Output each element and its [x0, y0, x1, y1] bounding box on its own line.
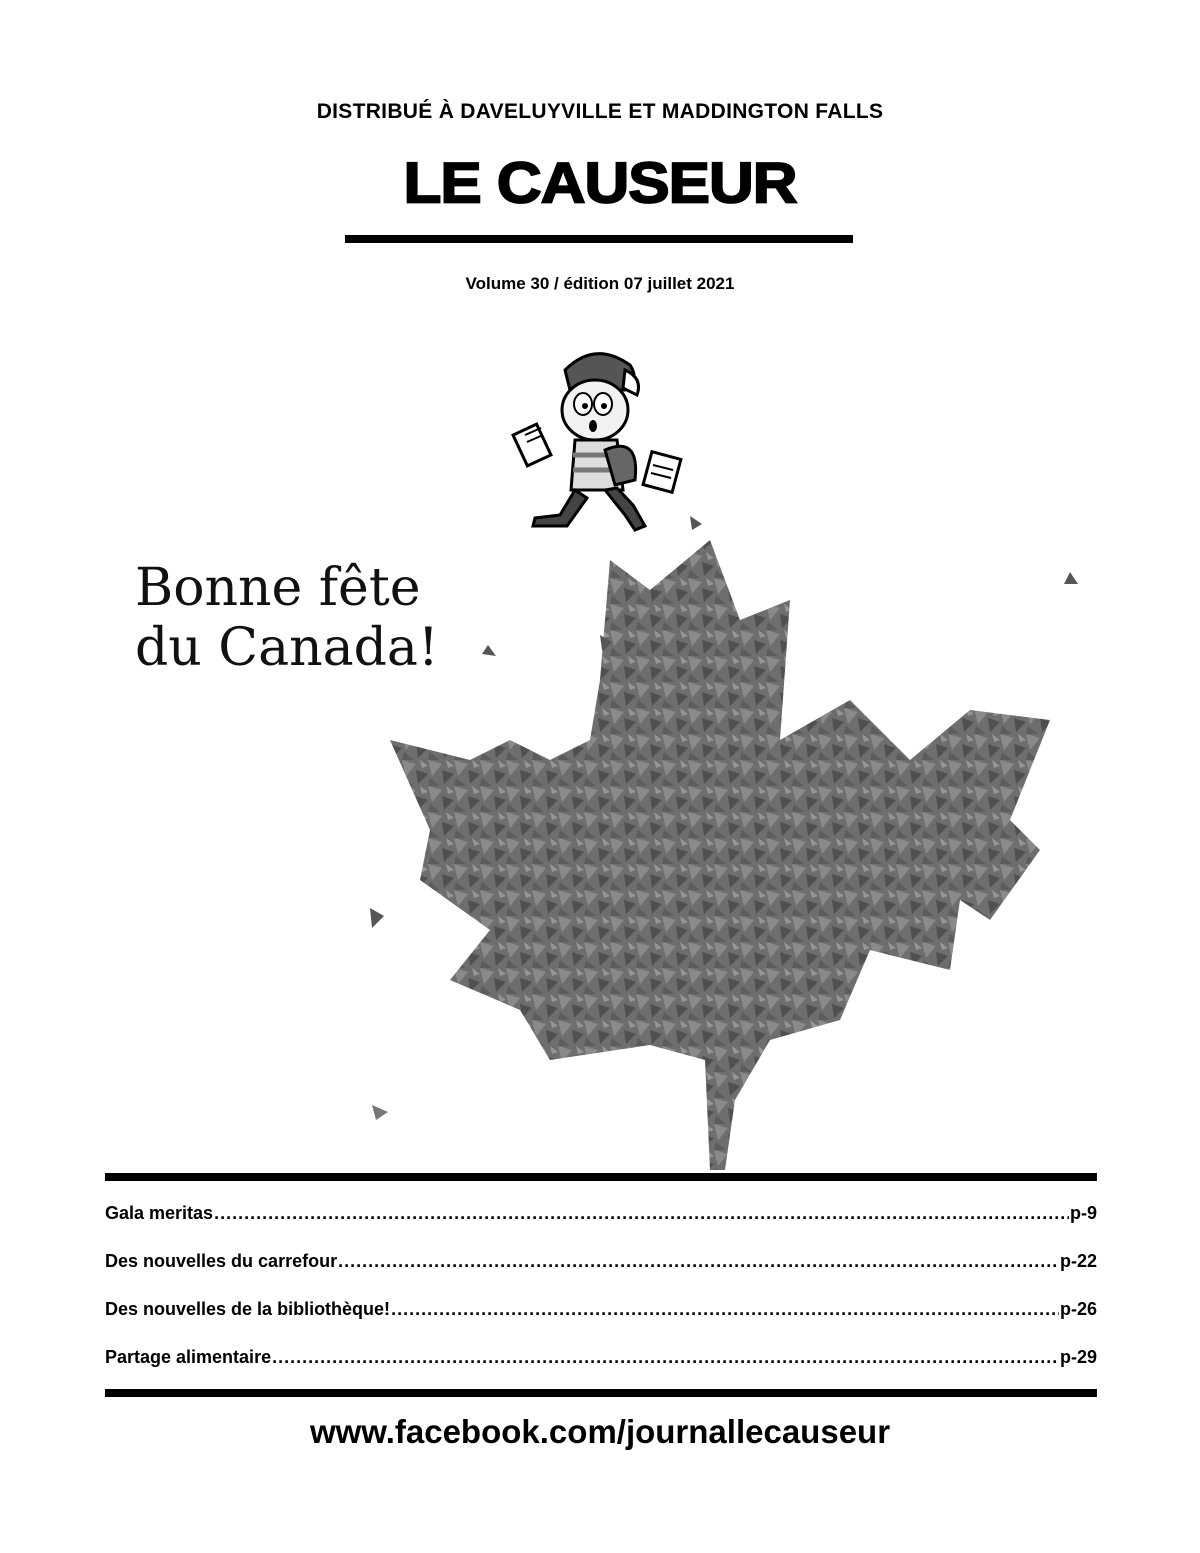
- distribution-line: DISTRIBUÉ À DAVELUYVILLE ET MADDINGTON FALLS: [316, 100, 884, 123]
- toc-item-page: p-26: [1059, 1299, 1097, 1319]
- toc-top-rule: [105, 1173, 1097, 1181]
- toc-item-page: p-22: [1059, 1251, 1097, 1271]
- toc-item: [105, 1251, 1097, 1299]
- toc-item-page: p-9: [1070, 1203, 1097, 1223]
- toc-bottom-rule: [105, 1389, 1097, 1397]
- edition-line: Volume 30 / édition 07 juillet 2021: [465, 274, 735, 293]
- facebook-url[interactable]: www.facebook.com/journallecauseur: [309, 1413, 891, 1450]
- toc-leader: [338, 1251, 1059, 1272]
- title-rule: [345, 235, 853, 243]
- toc-item-label: Des nouvelles de la bibliothèque!: [105, 1299, 391, 1319]
- toc-item-label: Partage alimentaire: [105, 1347, 272, 1367]
- table-of-contents: [105, 1203, 1097, 1395]
- toc-item: [105, 1203, 1097, 1251]
- newspaper-title: LE CAUSEUR: [403, 151, 797, 216]
- toc-item-page: p-29: [1059, 1347, 1097, 1367]
- toc-leader: [272, 1347, 1059, 1368]
- greeting-line-1: Bonne fête: [135, 558, 421, 618]
- maple-leaf-illustration: [350, 500, 1080, 1180]
- toc-leader: [391, 1299, 1059, 1320]
- toc-item: [105, 1299, 1097, 1347]
- maple-leaf-shape: [390, 540, 1050, 1170]
- toc-item-label: Des nouvelles du carrefour: [105, 1251, 338, 1271]
- toc-item: [105, 1347, 1097, 1395]
- greeting-line-2: du Canada!: [135, 618, 439, 678]
- toc-item-label: Gala meritas: [105, 1203, 214, 1223]
- toc-leader: [214, 1203, 1069, 1224]
